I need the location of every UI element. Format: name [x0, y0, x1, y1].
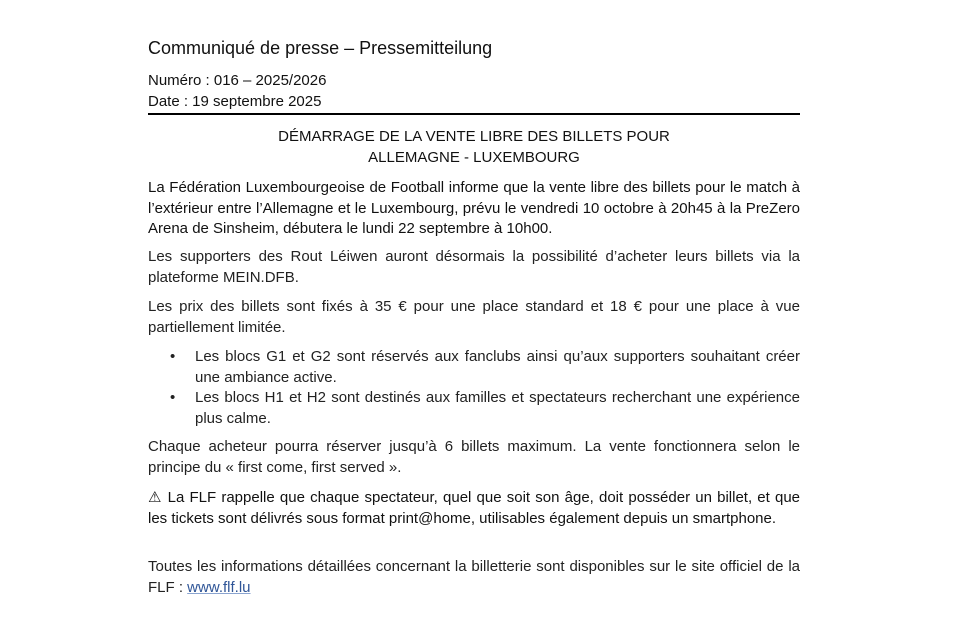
prices-paragraph: Les prix des billets sont fixés à 35 € pour une place standard et 18 € pour une place à vue partiellement limitée.: [148, 298, 800, 336]
warning-icon: ⚠: [148, 489, 163, 506]
document-title: Communiqué de presse – Pressemitteilung: [148, 38, 493, 58]
list-item-text: Les blocs G1 et G2 sont réservés aux fanclubs ainsi qu’aux supporters souhaitant créer une ambiance active.: [195, 348, 800, 386]
release-number: Numéro : 016 – 2025/2026: [148, 72, 327, 89]
blocks-list: [148, 347, 800, 429]
list-item-text: Les blocs H1 et H2 sont destinés aux familles et spectateurs recherchant une expérience plus calme.: [195, 389, 800, 427]
intro-paragraph: La Fédération Luxembourgeoise de Football informe que la vente libre des billets pour le match à l’extérieur entre l’Allemagne et le Luxembourg, prévu le vendredi 10 octobre à 20h45 à la PreZero Arena de Sinsheim, débutera le lundi 22 septembre à 10h00.: [148, 179, 800, 237]
header-divider: [148, 113, 800, 115]
heading-line-2: ALLEMAGNE - LUXEMBOURG: [368, 149, 580, 166]
list-item: [148, 347, 800, 388]
warning-paragraph: [148, 488, 800, 529]
release-date: Date : 19 septembre 2025: [148, 93, 322, 110]
info-paragraph: [148, 557, 800, 598]
warning-text: La FLF rappelle que chaque spectateur, quel que soit son âge, doit posséder un billet, et que les tickets sont délivrés sous format print@home, utilisables également depuis un smartphone.: [148, 489, 800, 527]
list-item: [148, 388, 800, 429]
flf-website-link[interactable]: www.flf.lu: [187, 578, 251, 596]
bullet-icon: •: [170, 389, 176, 406]
bullet-icon: •: [170, 348, 176, 365]
platform-paragraph: Les supporters des Rout Léiwen auront désormais la possibilité d’acheter leurs billets via la plateforme MEIN.DFB.: [148, 248, 800, 286]
heading-line-1: DÉMARRAGE DE LA VENTE LIBRE DES BILLETS POUR: [278, 128, 670, 145]
section-heading: [148, 126, 800, 168]
info-text: Toutes les informations détaillées concernant la billetterie sont disponibles sur le site officiel de la FLF :: [148, 558, 800, 596]
limit-paragraph: Chaque acheteur pourra réserver jusqu’à 6 billets maximum. La vente fonctionnera selon le principe du « first come, first served ».: [148, 438, 800, 476]
